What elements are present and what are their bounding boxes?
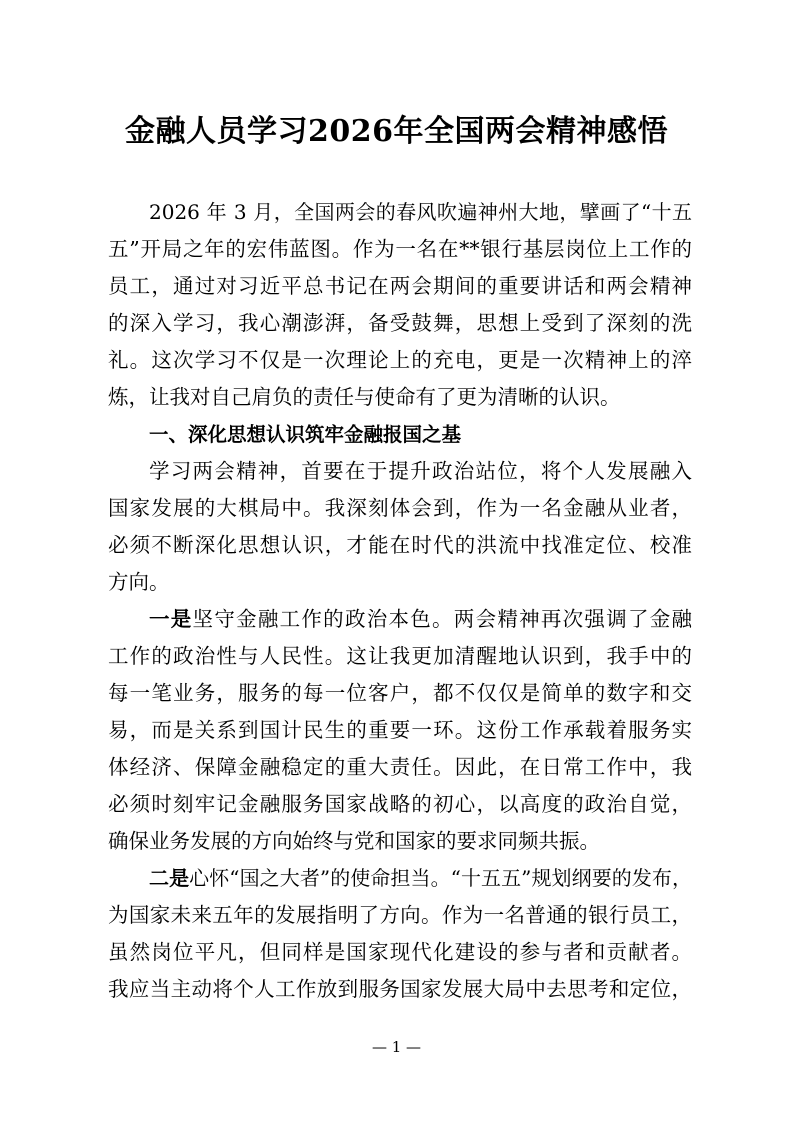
- paragraph-line: 的深入学习，我心潮澎湃，备受鼓舞，思想上受到了深刻的洗: [108, 311, 692, 335]
- paragraph-line: 国家发展的大棋局中。我深刻体会到，作为一名金融从业者，: [108, 496, 692, 520]
- paragraph-line: 确保业务发展的方向始终与党和国家的要求同频共振。: [108, 829, 600, 853]
- paragraph-line: 虽然岗位平凡，但同样是国家现代化建设的参与者和贡献者。: [108, 940, 692, 964]
- point-lead: 一是: [149, 607, 193, 631]
- paragraph-line: [108, 601, 692, 638]
- paragraph-line: 必须时刻牢记金融服务国家战略的初心，以高度的政治自觉，: [108, 792, 692, 816]
- paragraph-line: 礼。这次学习不仅是一次理论上的充电，更是一次精神上的淬: [108, 348, 692, 372]
- line-text: 心怀“国之大者”的使命担当。“十五五”规划纲要的发布，: [189, 866, 692, 890]
- paragraph-line: 必须不断深化思想认识，才能在时代的洪流中找准定位、校准: [108, 533, 692, 557]
- point-lead: 二是: [149, 866, 190, 890]
- paragraph-line: 炼，让我对自己肩负的责任与使命有了更为清晰的认识。: [108, 385, 621, 409]
- page-number: — 1 —: [371, 1038, 422, 1056]
- paragraph-line: 每一笔业务，服务的每一位客户，都不仅仅是简单的数字和交: [108, 681, 692, 705]
- line-text: 坚守金融工作的政治本色。两会精神再次强调了金融: [192, 607, 692, 631]
- paragraph-line: 我应当主动将个人工作放到服务国家发展大局中去思考和定位，: [108, 977, 692, 1001]
- document-title: 金融人员学习2026年全国两会精神感悟: [125, 114, 668, 149]
- paragraph-line: 易，而是关系到国计民生的重要一环。这份工作承载着服务实: [108, 718, 692, 742]
- paragraph-line: [108, 860, 692, 897]
- paragraph-line: 体经济、保障金融稳定的重大责任。因此，在日常工作中，我: [108, 755, 692, 779]
- paragraph-line: 工作的政治性与人民性。这让我更加清醒地认识到，我手中的: [108, 644, 692, 668]
- paragraph-line: 员工，通过对习近平总书记在两会期间的重要讲话和两会精神: [108, 274, 692, 298]
- paragraph-line: 学习两会精神，首要在于提升政治站位，将个人发展融入: [149, 459, 692, 483]
- paragraph-line: 方向。: [108, 570, 170, 594]
- paragraph-line: 五”开局之年的宏伟蓝图。作为一名在**银行基层岗位上工作的: [108, 237, 692, 261]
- paragraph-line: 2026 年 3 月，全国两会的春风吹遍神州大地，擘画了“十五: [149, 200, 692, 224]
- document-body: [108, 194, 692, 1008]
- paragraph-line: 为国家未来五年的发展指明了方向。作为一名普通的银行员工，: [108, 903, 692, 927]
- section-heading: 一、深化思想认识筑牢金融报国之基: [149, 423, 462, 446]
